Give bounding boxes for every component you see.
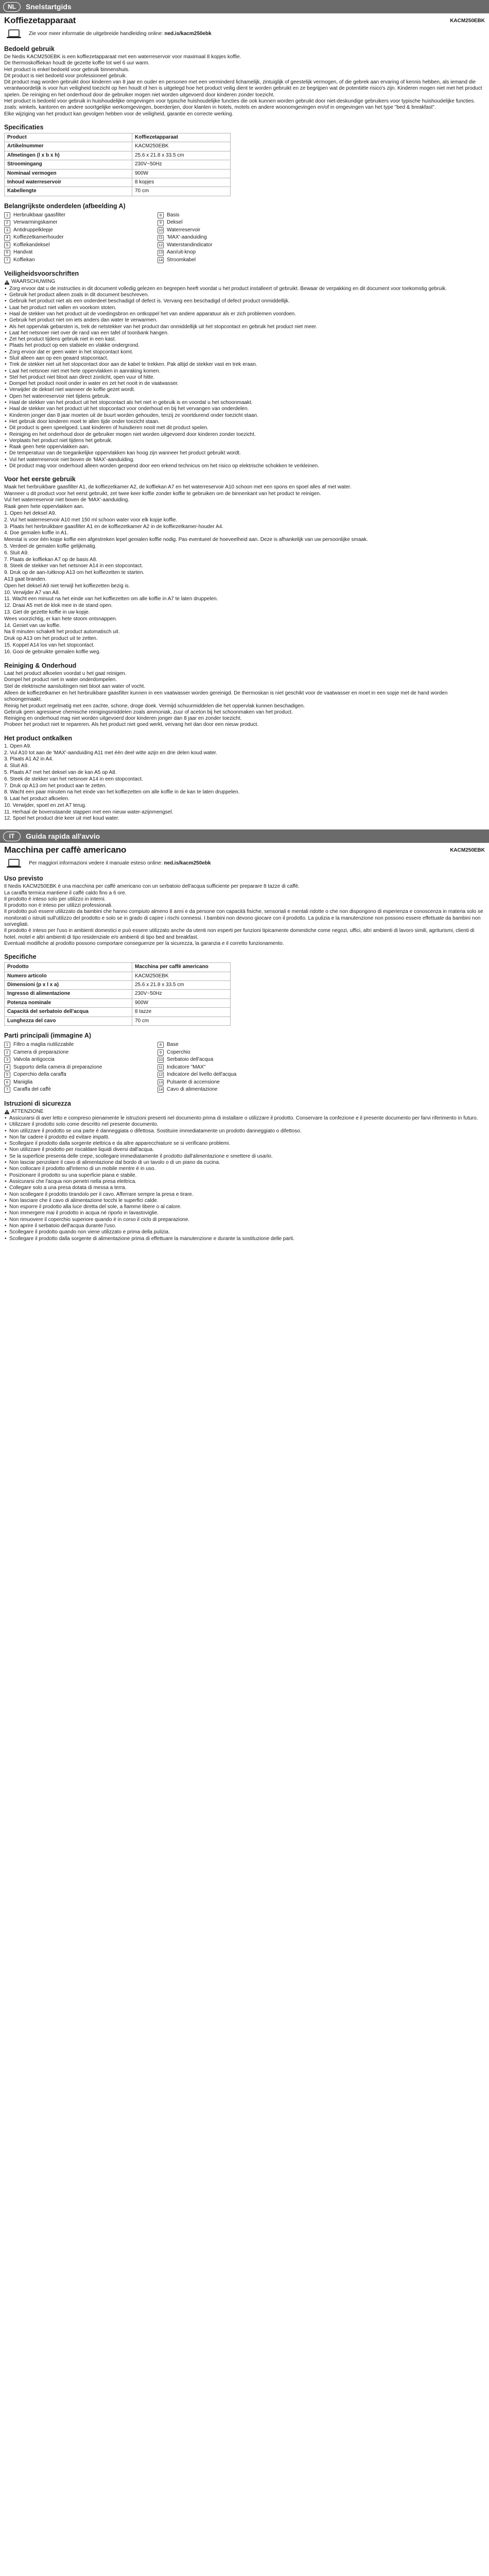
safety-item: • Raak geen hete oppervlakken aan. (4, 444, 485, 450)
spec-value: 230V~50Hz (132, 160, 231, 169)
safety-item: • Kinderen jonger dan 8 jaar moeten uit de buurt worden gehouden, tenzij ze voortdurend onder toezicht staan. (4, 413, 485, 419)
spec-key: Inhoud waterreservoir (5, 178, 132, 187)
part-item (4, 1079, 153, 1087)
laptop-icon (6, 29, 22, 39)
part-label: Serbatoio dell'acqua (167, 1057, 214, 1063)
cleaning-paragraph: Alleen de koffiezetkamer en het herbruikbare gaasfilter kunnen in een vaatwasser worden gereinigd. De thermoskan is niet geschikt voor de vaatwasser en moet in een sopje met de hand worden schoongemaakt. (4, 690, 448, 703)
nl-use-paragraph: Dit product is niet bedoeld voor professioneel gebruik. (4, 73, 127, 79)
spec-value: 8 tazze (132, 1008, 231, 1016)
part-label: Supporto della camera di preparazione (13, 1064, 102, 1070)
safety-item: • Laat het netsnoer niet met hete oppervlakken in aanraking komen. (4, 368, 485, 375)
spec-value: 8 kopjes (132, 178, 231, 187)
part-item (158, 1064, 307, 1072)
safety-item: • Verplaats het product niet tijdens het gebruik. (4, 438, 485, 444)
spec-key: Capacità del serbatoio dell'acqua (5, 1008, 132, 1016)
nl-decalcify-steps (4, 743, 485, 823)
safety-item: • Zet het product tijdens gebruik niet in een kast. (4, 336, 485, 343)
part-number: 7 (4, 1087, 10, 1093)
it-use-paragraph: La caraffa termica mantiene il caffè caldo fino a 6 ore. (4, 890, 127, 896)
spec-row (5, 1016, 231, 1025)
spec-value: Koffiezetapparaat (132, 133, 231, 142)
part-label: Koffiezetkamerhouder (13, 234, 64, 241)
safety-item: • Verwijder de deksel niet wanneer de koffie gezet wordt. (4, 387, 485, 393)
part-number: 1 (4, 1042, 10, 1048)
spec-row (5, 963, 231, 972)
decalcify-step: 9. Laat het product afkoelen. (4, 796, 69, 802)
cleaning-warning: Laat het product afkoelen voordat u het gaat reinigen. (4, 670, 127, 676)
part-label: Waterreservoir (167, 227, 201, 233)
cleaning-paragraph: Gebruik geen agressieve chemische reinigingsmiddelen zoals ammoniak, zuur of aceton bij het schoonmaken van het product. (4, 709, 293, 715)
part-number: 1 (4, 212, 10, 218)
spec-key: Kabellengte (5, 187, 132, 196)
spec-row (5, 990, 231, 998)
first-use-step: 11. Wacht een minuut na het einde van het koffiezetten om alle koffie in A7 te laten druppelen. (4, 596, 218, 602)
it-header-title: Guida rapida all'avvio (26, 832, 100, 841)
first-use-step: 2. Vul het waterreservoir A10 met 150 ml schoon water voor elk kopje koffie. (4, 517, 178, 523)
warning-triangle-icon (4, 1109, 10, 1114)
part-item (158, 1056, 307, 1064)
it-manual-prefix: Per maggiori informazioni vedere il manuale esteso online: (29, 860, 164, 867)
part-number: 14 (158, 257, 164, 263)
it-manual-reference (4, 858, 485, 869)
safety-item: • Dompel het product nooit onder in water en zet het nooit in de vaatwasser. (4, 381, 485, 387)
safety-item: • Non collocare il prodotto all'interno di un mobile mentre è in uso. (4, 1166, 485, 1172)
spec-value: KACM250EBK (132, 142, 231, 151)
part-label: Pulsante di accensione (167, 1079, 220, 1085)
safety-item: • Non lasciare che il cavo di alimentazione tocchi le superfici calde. (4, 1198, 485, 1204)
nl-spec-heading: Specificaties (4, 123, 44, 131)
part-item (4, 219, 153, 227)
first-use-step: 12. Draai A5 met de klok mee in de stand open. (4, 603, 113, 609)
part-item (158, 212, 307, 219)
safety-item: • Zorg ervoor dat u de instructies in dit document volledig gelezen en begrepen heeft voordat u het product installeert of gebruikt. Bewaar de verpakking en dit document voor toekomstig gebruik. (4, 286, 485, 292)
first-use-step: 9. Druk op de aan-/uitknop A13 om het koffiezetten te starten. (4, 570, 145, 576)
safety-item: • De temperatuur van de toegankelijke oppervlakken kan hoog zijn wanneer het product gebruikt wordt. (4, 450, 485, 456)
safety-item: • Assicurarsi che l'acqua non penetri nella presa elettrica. (4, 1179, 485, 1185)
part-label: Maniglia (13, 1079, 33, 1085)
part-number: 2 (4, 220, 10, 226)
part-item (4, 227, 153, 234)
it-safety-list (4, 1115, 485, 1242)
part-label: Aan/uit-knop (167, 249, 196, 256)
nl-use-paragraph: Het product is bedoeld voor gebruik in huishoudelijke omgevingen voor typische huishoudelijke functies die ook kunnen worden gebruikt door niet-deskundige gebruikers voor typische huishoudelijke functies. zoals: winkels, kantoren en andere soortgelijke werkomgevingen, boerderijen, door klanten in hotels, motels en andere woonomgevingen en/of in omgevingen van het type "bed & breakfast". (4, 98, 475, 111)
spec-key: Dimensioni (p x l x a) (5, 981, 132, 990)
spec-row (5, 169, 231, 178)
part-label: Koffiekandeksel (13, 242, 50, 248)
spec-value: 230V~50Hz (132, 990, 231, 998)
nl-decalcify-heading: Het product ontkalken (4, 734, 72, 742)
nl-cleaning-heading: Reiniging & Onderhoud (4, 662, 77, 669)
part-number: 5 (4, 1072, 10, 1078)
safety-item: • Scollegare il prodotto quando non viene utilizzato e prima della pulizia. (4, 1229, 485, 1235)
safety-item: • Gebruik het product niet om iets anders dan water te verwarmen. (4, 317, 485, 324)
nl-language-badge: NL (3, 2, 21, 12)
it-parts-heading: Parti principali (immagine A) (4, 1032, 92, 1040)
part-number: 11 (158, 1064, 164, 1071)
part-item (4, 212, 153, 219)
part-number: 8 (158, 212, 164, 218)
first-use-step: Meestal is voor één kopje koffie een afgestreken lepel gemalen koffie nodig. Pas eventueel de hoeveelheid aan. Deze is afhankelijk van uw persoonlijke smaak. (4, 537, 368, 543)
safety-item: • Zorg ervoor dat er geen water in het stopcontact komt. (4, 349, 485, 355)
decalcify-step: 4. Sluit A9. (4, 763, 29, 769)
safety-item: • Haal de stekker van het product uit de voedingsbron en ontkoppel het van andere apparatuur als er zich problemen voordoen. (4, 311, 485, 317)
nl-first-use-steps (4, 491, 485, 656)
nl-use-paragraph: Elke wijziging van het product kan gevolgen hebben voor de veiligheid, garantie en correcte werking. (4, 111, 234, 117)
decalcify-step: 3. Plaats A1 A2 in A4. (4, 756, 54, 762)
spec-row (5, 133, 231, 142)
spec-key: Ingresso di alimentazione (5, 990, 132, 998)
safety-item: • Non rimuovere il coperchio superiore quando è in corso il ciclo di preparazione. (4, 1217, 485, 1223)
first-use-step: Vul het waterreservoir niet boven de 'MAX'-aanduiding. (4, 497, 130, 503)
spec-row (5, 187, 231, 196)
spec-row (5, 981, 231, 990)
nl-safety-heading: Veiligheidsvoorschriften (4, 270, 79, 278)
it-language-badge: IT (3, 832, 21, 841)
part-number: 12 (158, 1072, 164, 1078)
part-label: Herbruikbaar gaasfilter (13, 212, 66, 218)
it-product-code: KACM250EBK (450, 847, 485, 853)
spec-row (5, 151, 231, 160)
safety-item: • Non utilizzare il prodotto per riscaldare liquidi diversi dall'acqua. (4, 1147, 485, 1153)
part-item (158, 227, 307, 234)
spec-value: 900W (132, 169, 231, 178)
cleaning-warning: Dompel het product niet in water onderdompelen. (4, 677, 117, 683)
first-use-step: 6. Sluit A9. (4, 550, 29, 556)
part-label: Caraffa del caffè (13, 1087, 51, 1093)
safety-item: • Haal de stekker van het product uit het stopcontact voor onderhoud en bij het vervangen van onderdelen. (4, 406, 485, 412)
safety-item: • Het gebruik door kinderen moet te allen tijde onder toezicht staan. (4, 419, 485, 425)
nl-first-use-intro: Maak het herbruikbare gaasfilter A1, de koffiezetkamer A2, de koffiekan A7 en het waterreservoir A10 schoon met een spons en spoel alles af met water. (4, 484, 352, 490)
it-parts-list (4, 1041, 485, 1094)
safety-item: • Laat het product niet vallen en voorkom stoten. (4, 305, 485, 311)
decalcify-step: 6. Steek de stekker van het netsnoer A14 in een stopcontact. (4, 776, 143, 782)
part-number: 3 (4, 227, 10, 233)
it-spec-heading: Specifiche (4, 953, 37, 961)
part-item (4, 234, 153, 242)
part-item (158, 249, 307, 257)
spec-value: 70 cm (132, 1016, 231, 1025)
part-number: 14 (158, 1087, 164, 1093)
part-label: Valvola antigoccia (13, 1057, 55, 1063)
part-label: Basis (167, 212, 180, 218)
first-use-step: 5. Verdeel de gemalen koffie gelijkmatig. (4, 544, 97, 549)
part-number: 13 (158, 1079, 164, 1086)
part-item (158, 257, 307, 264)
safety-item: • Non scollegare il prodotto tirandolo per il cavo. Afferrare sempre la presa e tirare. (4, 1192, 485, 1198)
nl-header-bar (0, 0, 489, 13)
part-item (158, 219, 307, 227)
spec-row (5, 998, 231, 1007)
part-label: Filtro a maglia riutilizzabile (13, 1042, 74, 1048)
decalcify-step: 8. Wacht een paar minuten na het einde van het koffiezetten om alle koffie in de kan te laten druppelen. (4, 789, 240, 795)
part-item (158, 1071, 307, 1079)
first-use-step: 13. Giet de gezette koffie in uw kopje. (4, 609, 90, 615)
part-item (158, 1086, 307, 1094)
part-label: Verwarmingskamer (13, 219, 58, 226)
first-use-step: 8. Steek de stekker van het netsnoer A14 in een stopcontact. (4, 563, 143, 569)
safety-item: • Utilizzare il prodotto solo come descritto nel presente documento. (4, 1122, 485, 1128)
safety-item: • Assicurarsi di aver letto e compreso pienamente le istruzioni presenti nel documento prima di installare o utilizzare il prodotto. Conservare la confezione e il presente documento per farvi riferimento in futuro. (4, 1115, 485, 1122)
laptop-icon (6, 858, 22, 869)
spec-row (5, 972, 231, 980)
part-label: Antidruppelklepje (13, 227, 53, 233)
spec-key: Lunghezza del cavo (5, 1016, 132, 1025)
first-use-step: 10. Verwijder A7 van A8. (4, 589, 60, 596)
part-item (158, 1079, 307, 1087)
first-use-step: 3. Plaats het herbruikbare gaasfilter A1 en de koffiezetkamer A2 in de koffiezetkamer-houder A4. (4, 523, 223, 530)
safety-item: • Scollegare il prodotto dalla sorgente elettrica e da altre apparecchiature se si verificano problemi. (4, 1141, 485, 1147)
part-number: 9 (158, 220, 164, 226)
nl-use-paragraph: Het product is enkel bedoeld voor gebruik binnenshuis. (4, 66, 130, 73)
nl-spec-table (4, 133, 231, 196)
part-label: Cavo di alimentazione (167, 1087, 218, 1093)
part-item (4, 1056, 153, 1064)
first-use-step: 15. Koppel A14 los van het stopcontact. (4, 642, 95, 648)
part-number: 3 (4, 1057, 10, 1063)
first-use-step: Druk op A13 om het product uit te zetten. (4, 636, 98, 642)
part-number: 11 (158, 235, 164, 241)
first-use-step: 1. Open het deksel A9. (4, 511, 57, 517)
spec-value: 900W (132, 998, 231, 1007)
spec-value: 25.6 x 21.8 x 33.5 cm (132, 151, 231, 160)
first-use-step: 16. Gooi de gebruikte gemalen koffie weg. (4, 649, 101, 655)
nl-warning-text: WAARSCHUWING (11, 279, 56, 285)
decalcify-step: 7. Druk op A13 om het product aan te zetten. (4, 783, 107, 789)
part-item (4, 1041, 153, 1049)
it-use-paragraph: Il prodotto è inteso per l'uso in ambienti domestici e può essere utilizzato anche da utenti non esperti per funzioni tipicamente domestiche come negozi, uffici, altri ambienti di lavoro simili, agriturismi, clienti di hotel, motel e altri ambienti di tipo residenziale e/o ambienti di tipo bed and breakfast. (4, 928, 475, 940)
spec-key: Potenza nominale (5, 998, 132, 1007)
cleaning-paragraph: Reiniging en onderhoud mag niet worden uitgevoerd door kinderen jonger dan 8 jaar en zonder toezicht. (4, 716, 242, 722)
part-number: 6 (4, 1079, 10, 1086)
it-intended-use-text (4, 884, 485, 947)
part-number: 9 (158, 1049, 164, 1056)
part-number: 7 (4, 257, 10, 263)
part-label: Handvat (13, 249, 33, 256)
decalcify-step: 5. Plaats A7 met het deksel van de kan A5 op A8. (4, 769, 117, 775)
nl-first-use-heading: Voor het eerste gebruik (4, 476, 76, 483)
spec-row (5, 160, 231, 169)
part-item (4, 1086, 153, 1094)
it-safety-heading: Istruzioni di sicurezza (4, 1099, 71, 1107)
safety-item: • Dit product is geen speelgoed. Laat kinderen of huisdieren nooit met dit product spelen. (4, 425, 485, 431)
nl-manual-link[interactable]: ned.is/kacm250ebk (164, 30, 212, 37)
it-warning-label (4, 1109, 485, 1115)
nl-product-code: KACM250EBK (450, 18, 485, 24)
spec-row (5, 1008, 231, 1016)
first-use-step: Na 8 minuten schakelt het product automatisch uit. (4, 629, 120, 635)
first-use-step: Wanneer u dit product voor het eerst gebruikt, zet twee keer koffie zonder koffie te gebruiken om de binnenkant van het product te reinigen. (4, 490, 321, 497)
spec-key: Artikelnummer (5, 142, 132, 151)
it-warning-text: ATTENZIONE (11, 1108, 44, 1114)
part-item (158, 1049, 307, 1057)
part-label: Waterstandindicator (167, 242, 213, 248)
part-label: Base (167, 1042, 179, 1048)
part-label: Koffiekan (13, 257, 35, 263)
it-use-paragraph: Il prodotto non è inteso per utilizzi professionali. (4, 903, 113, 909)
nl-product-title: Koffiezetapparaat (4, 15, 76, 25)
nl-safety-list (4, 286, 485, 470)
part-label: Deksel (167, 219, 183, 226)
safety-item: • Plaats het product op een stabiele en vlakke ondergrond. (4, 343, 485, 349)
nl-header-title: Snelstartgids (26, 2, 72, 11)
spec-key: Afmetingen (l x b x h) (5, 151, 132, 160)
part-number: 5 (4, 242, 10, 248)
safety-item: • Reiniging en het onderhoud door de gebruiker mogen niet worden uitgevoerd door kinderen zonder toezicht. (4, 432, 485, 438)
nl-manual-prefix: Zie voor meer informatie de uitgebreide handleiding online: (29, 30, 165, 37)
it-manual-link[interactable]: ned.is/kacm250ebk (164, 860, 211, 867)
safety-item: • Non aprire il serbatoio dell'acqua durante l'uso. (4, 1223, 485, 1229)
nl-section (0, 15, 489, 822)
spec-row (5, 178, 231, 187)
nl-manual-reference (4, 29, 485, 39)
part-item (158, 242, 307, 249)
spec-value: 70 cm (132, 187, 231, 196)
part-number: 4 (4, 1064, 10, 1071)
safety-item: • Gebruik het product niet als een onderdeel beschadigd of defect is. Vervang een beschadigd of defect product onmiddellijk. (4, 298, 485, 304)
it-use-paragraph: Il Nedis KACM250EBK è una macchina per caffè americano con un serbatoio dell'acqua sufficiente per preparare 8 tazze di caffè. (4, 884, 300, 890)
part-number: 8 (158, 1042, 164, 1048)
it-header-bar (0, 829, 489, 843)
it-section (0, 845, 489, 1242)
cleaning-paragraph: Reinig het product regelmatig met een zachte, schone, droge doek. Vermijd schuurmiddelen die het oppervlak kunnen beschadigen. (4, 703, 305, 709)
cleaning-paragraph: Probeer het product niet te repareren. Als het product niet goed werkt, vervang het dan door een nieuw product. (4, 722, 259, 728)
nl-parts-heading: Belangrijkste onderdelen (afbeelding A) (4, 202, 126, 210)
first-use-step: Raak geen hete oppervlakken aan. (4, 504, 84, 510)
nl-use-paragraph: De Nedis KACM250EBK is een koffiezetapparaat met een waterreservoir voor maximaal 8 kopjes koffie. (4, 54, 241, 60)
safety-item: • Collegare solo a una presa dotata di messa a terra. (4, 1185, 485, 1191)
spec-key: Nominaal vermogen (5, 169, 132, 178)
nl-warning-label (4, 279, 485, 285)
spec-value: KACM250EBK (132, 972, 231, 980)
part-label: Coperchio (167, 1049, 190, 1055)
first-use-step: 4. Doe gemalen koffie in A1. (4, 530, 68, 536)
safety-item: • Non immergere mai il prodotto in acqua né riporlo in lavastoviglie. (4, 1210, 485, 1216)
safety-item: • Open het waterreservoir niet tijdens gebruik. (4, 394, 485, 400)
part-number: 6 (4, 250, 10, 256)
safety-item: • Vul het waterreservoir niet boven de 'MAX'-aanduiding. (4, 457, 485, 463)
cleaning-warning: Stel de elektrische aansluitingen niet bloot aan water of vocht. (4, 684, 146, 690)
safety-item: • Posizionare il prodotto su una superficie piana e stabile. (4, 1173, 485, 1179)
safety-item: • Sluit alleen aan op een geaard stopcontact. (4, 355, 485, 362)
spec-value: Macchina per caffè americano (132, 963, 231, 972)
safety-item: • Dit product mag voor onderhoud alleen worden geopend door een erkend technicus om het risico op elektrische schokken te verkleinen. (4, 463, 485, 469)
part-number: 13 (158, 250, 164, 256)
safety-item: • Non far cadere il prodotto ed evitare impatti. (4, 1134, 485, 1141)
safety-item: • Non lasciar penzolare il cavo di alimentazione dal bordo di un tavolo o di un piano da cucina. (4, 1160, 485, 1166)
part-number: 12 (158, 242, 164, 248)
part-item (4, 1049, 153, 1057)
safety-item: • Als het oppervlak gebarsten is, trek de netstekker van het product dan onmiddellijk uit het stopcontact en gebruik het product niet meer. (4, 324, 485, 330)
safety-item: • Stel het product niet bloot aan direct zonlicht, open vuur of hitte. (4, 375, 485, 381)
part-label: Camera di preparazione (13, 1049, 69, 1055)
decalcify-step: 1. Open A9. (4, 743, 31, 749)
nl-intended-use-text (4, 54, 485, 117)
spec-row (5, 142, 231, 151)
it-use-paragraph: Eventuali modifiche al prodotto possono comportare conseguenze per la sicurezza, la garanzia e il corretto funzionamento. (4, 940, 284, 946)
part-label: Indicatore "MAX" (167, 1064, 206, 1070)
part-item (4, 1071, 153, 1079)
nl-intended-use-heading: Bedoeld gebruik (4, 45, 55, 53)
part-number: 4 (4, 235, 10, 241)
part-number: 10 (158, 227, 164, 233)
quick-start-guide-page (0, 0, 489, 1242)
part-item (4, 249, 153, 257)
first-use-step: 14. Geniet van uw koffie. (4, 622, 61, 629)
it-use-paragraph: Il prodotto è inteso solo per utilizzo in interni. (4, 896, 106, 902)
nl-cleaning-text (4, 690, 485, 728)
part-item (158, 234, 307, 242)
warning-triangle-icon (4, 280, 10, 285)
safety-item: • Non utilizzare il prodotto se una parte è danneggiata o difettosa. Sostituire immediatamente un prodotto danneggiato o difettoso. (4, 1128, 485, 1134)
first-use-step: A13 gaat branden. (4, 576, 47, 582)
nl-use-paragraph: De thermoskoffiekan houdt de gezette koffie tot wel 6 uur warm. (4, 60, 150, 66)
it-spec-table (4, 962, 231, 1026)
spec-key: Stroomingang (5, 160, 132, 169)
nl-use-paragraph: Dit product mag worden gebruikt door kinderen van 8 jaar en ouder en personen met een verminderd lichamelijk, zintuiglijk of geestelijk vermogen, of die gebrek aan ervaring of kennis hebben, als iemand die verantwoordelijk is voor hun veiligheid toezicht op hen houdt of hen is uitgelegd hoe het product veilig dient te worden gebruikt en ze begrijpen wat de potentiële risico's zijn. Kinderen mogen niet met het product spelen. De reiniging en het onderhoud door de gebruiker mogen niet worden uitgevoerd door kinderen zonder toezicht. (4, 79, 482, 98)
it-use-paragraph: Il prodotto può essere utilizzato da bambini che hanno compiuto almeno 8 anni e da persone con capacità fisiche, sensoriali e mentali ridotte o che non dispongono di esperienza e conoscenza in materia solo se monitorati o istruiti sull'utilizzo del prodotto e solo se in grado di capire i rischi connessi. I bambini non devono giocare con il prodotto. La pulizia e la manutenzione non possono essere effettuate da bambini non sorvegliati. (4, 909, 483, 928)
first-use-step: Open het deksel A9 niet terwijl het koffiezetten bezig is. (4, 583, 130, 589)
spec-key: Product (5, 133, 132, 142)
it-product-title: Macchina per caffè americano (4, 845, 127, 855)
part-label: Coperchio della caraffa (13, 1072, 66, 1078)
decalcify-step: 11. Herhaal de bovenstaande stappen met een nieuw water-azijnmengsel. (4, 809, 173, 815)
part-item (158, 1041, 307, 1049)
part-label: Indicatore del livello dell'acqua (167, 1072, 237, 1078)
it-intended-use-heading: Uso previsto (4, 875, 43, 883)
part-number: 2 (4, 1049, 10, 1056)
spec-key: Prodotto (5, 963, 132, 972)
part-item (4, 242, 153, 249)
decalcify-step: 2. Vul A10 tot aan de 'MAX'-aanduiding A11 met één deel witte azijn en drie delen koud water. (4, 750, 218, 756)
decalcify-step: 12. Spoel het product drie keer uit met koud water. (4, 816, 119, 822)
safety-item: • Laat het netsnoer niet over de rand van een tafel of toonbank hangen. (4, 330, 485, 336)
part-item (4, 257, 153, 264)
safety-item: • Non esporre il prodotto alla luce diretta del sole, a fiamme libere o al calore. (4, 1204, 485, 1210)
safety-item: • Scollegare il prodotto dalla sorgente di alimentazione prima di effettuare la manutenzione e durante la sostituzione delle parti. (4, 1236, 485, 1242)
part-item (4, 1064, 153, 1072)
safety-item: • Trek de stekker niet uit het stopcontact door aan de kabel te trekken. Pak altijd de stekker vast en trek eraan. (4, 362, 485, 368)
nl-parts-list (4, 212, 485, 264)
safety-item: • Se la superficie presenta delle crepe, scollegare immediatamente il prodotto dall'alimentazione e smettere di usarlo. (4, 1154, 485, 1160)
safety-item: • Gebruik het product alleen zoals in dit document beschreven. (4, 292, 485, 298)
part-label: Stroomkabel (167, 257, 196, 263)
first-use-step: 7. Plaats de koffiekan A7 op de basis A8. (4, 556, 98, 563)
safety-item: • Haal de stekker van het product uit het stopcontact als het niet in gebruik is en voordat u het schoonmaakt. (4, 400, 485, 406)
spec-key: Numero articolo (5, 972, 132, 980)
first-use-step: Wees voorzichtig, er kan hete stoom ontsnappen. (4, 616, 117, 622)
part-number: 10 (158, 1057, 164, 1063)
spec-value: 25.6 x 21.8 x 33.5 cm (132, 981, 231, 990)
decalcify-step: 10. Verwijder, spoel en zet A7 terug. (4, 802, 86, 808)
nl-cleaning-warnings (4, 671, 485, 690)
part-label: 'MAX'-aanduiding (167, 234, 207, 241)
